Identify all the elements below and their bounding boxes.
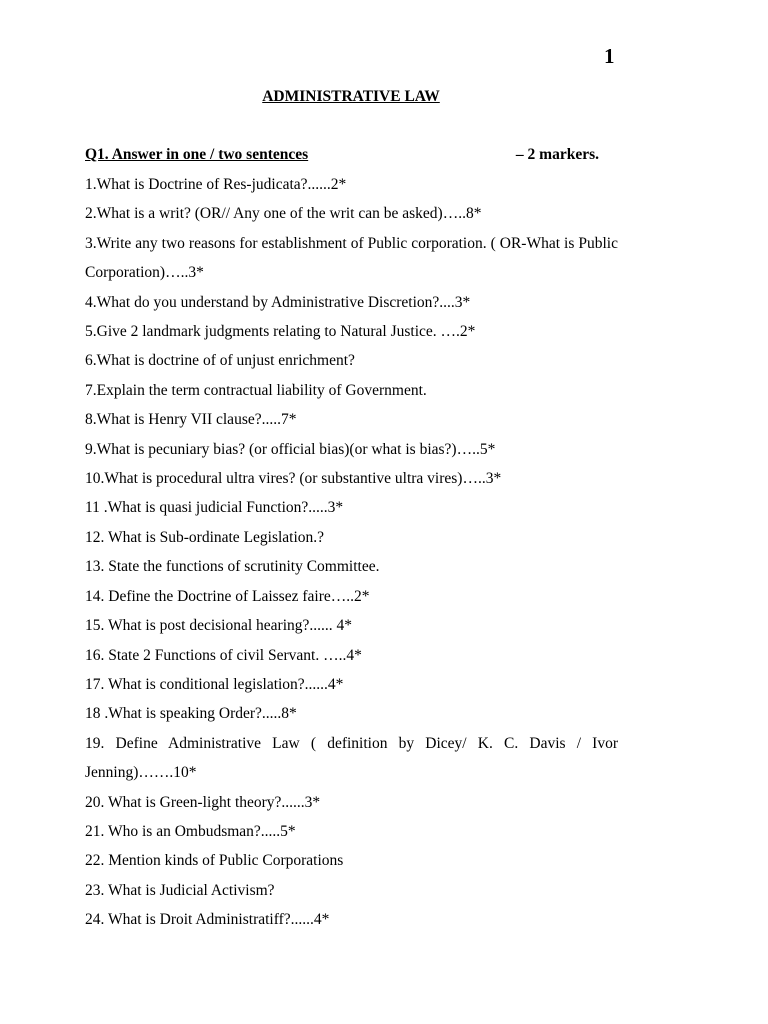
question-item: 4.What do you understand by Administrative Discretion?....3* [85, 293, 471, 311]
question-item: 5.Give 2 landmark judgments relating to Natural Justice. ….2* [85, 323, 476, 341]
question-item: 15. What is post decisional hearing?...... 4* [85, 617, 353, 635]
question-item: 12. What is Sub-ordinate Legislation.? [85, 528, 325, 546]
question-item: 6.What is doctrine of of unjust enrichment? [85, 352, 355, 370]
question-item: 24. What is Droit Administratiff?......4* [85, 911, 330, 929]
section-header [85, 146, 599, 164]
question-item: 17. What is conditional legislation?......4* [85, 675, 344, 693]
section-marks: – 2 markers. [515, 146, 599, 163]
question-item: 8.What is Henry VII clause?.....7* [85, 411, 297, 429]
question-item: 22. Mention kinds of Public Corporations [85, 852, 344, 870]
page-number: 1 [604, 44, 615, 68]
question-item: 21. Who is an Ombudsman?.....5* [85, 822, 296, 840]
question-item: 11 .What is quasi judicial Function?.....3* [85, 499, 344, 517]
question-item: 16. State 2 Functions of civil Servant. …..4* [85, 646, 362, 664]
question-item: 7.Explain the term contractual liability of Government. [85, 381, 427, 399]
question-item: 2.What is a writ? (OR// Any one of the writ can be asked)…..8* [85, 205, 482, 223]
question-item: 14. Define the Doctrine of Laissez faire…..2* [85, 587, 370, 605]
section-heading: Q1. Answer in one / two sentences [85, 146, 309, 163]
question-item: 1.What is Doctrine of Res-judicata?......2* [85, 176, 347, 193]
question-item: 23. What is Judicial Activism? [85, 881, 275, 899]
question-item: 19. Define Administrative Law ( definition by Dicey/ K. C. Davis / Ivor Jenning)…….10* [85, 734, 618, 782]
question-item: 20. What is Green-light theory?......3* [85, 793, 321, 811]
question-item: 3.Write any two reasons for establishment of Public corporation. ( OR-What is Public Corporation)…..3* [85, 234, 618, 282]
question-item: 9.What is pecuniary bias? (or official bias)(or what is bias?)…..5* [85, 440, 496, 458]
document-title: ADMINISTRATIVE LAW [262, 88, 440, 105]
question-item: 18 .What is speaking Order?.....8* [85, 705, 297, 723]
question-list [85, 170, 618, 935]
question-item: 10.What is procedural ultra vires? (or substantive ultra vires)…..3* [85, 470, 502, 488]
question-item: 13. State the functions of scrutinity Committee. [85, 558, 380, 576]
